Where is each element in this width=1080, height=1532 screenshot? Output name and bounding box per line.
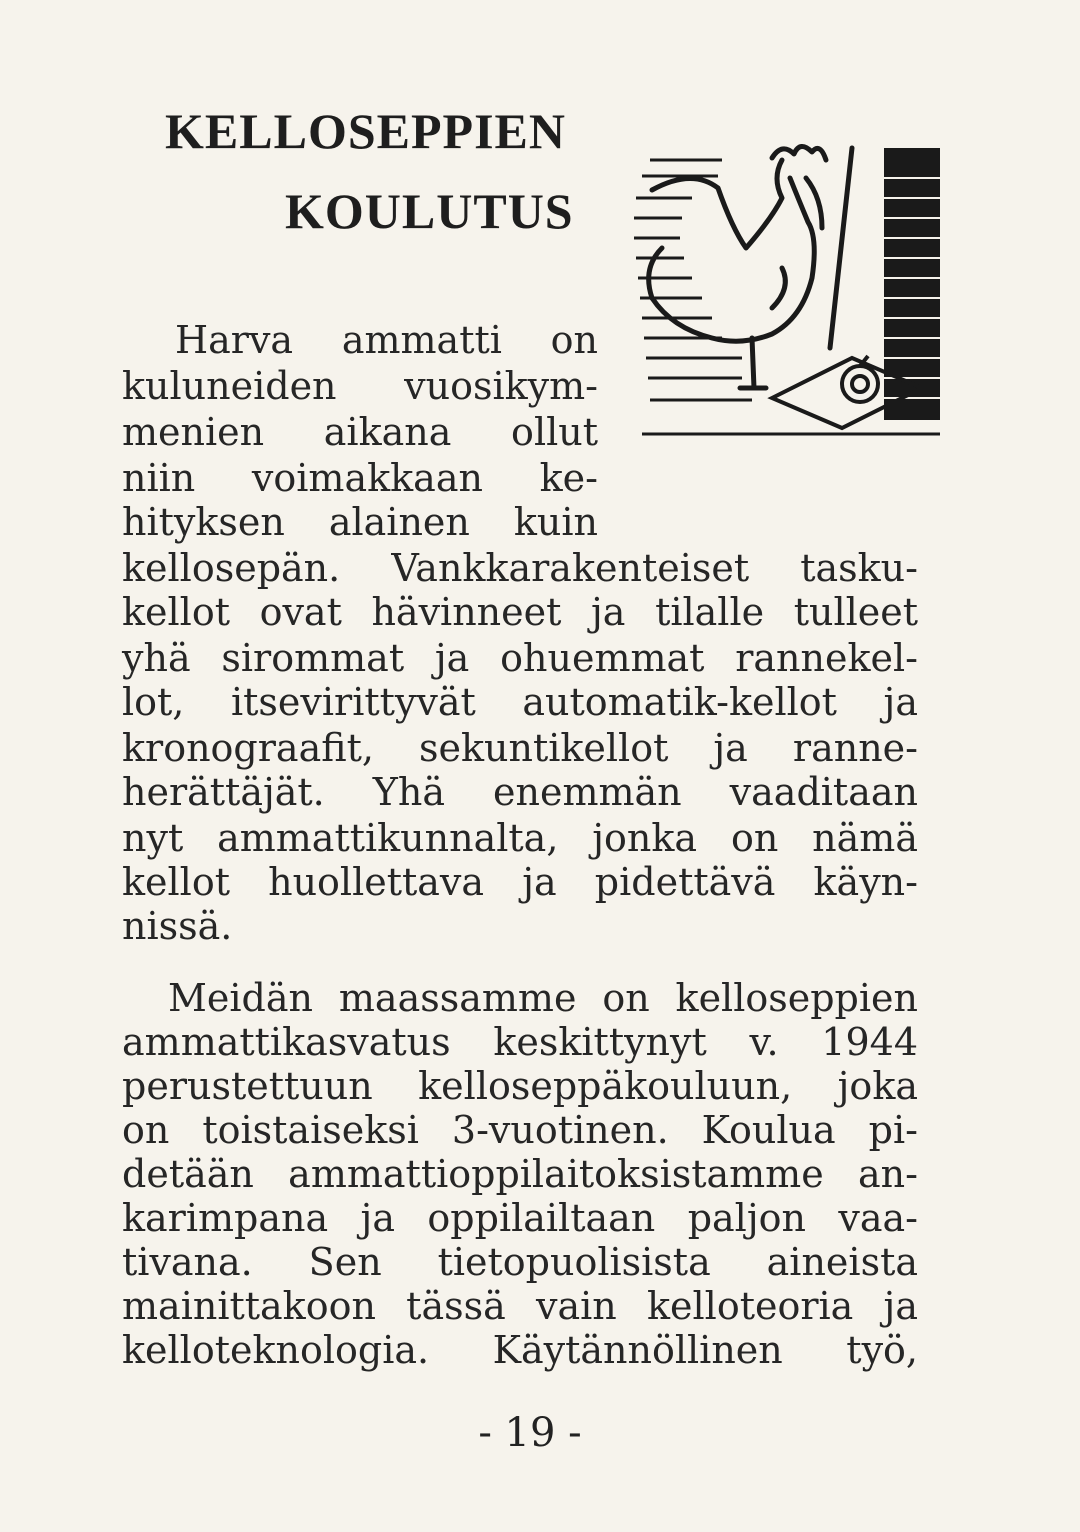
text-line: on toistaiseksi 3-vuotinen. Koulua pi- <box>122 1108 918 1152</box>
page-number: - 19 - <box>478 1410 582 1456</box>
text-line: nyt ammattikunnalta, jonka on nämä <box>122 816 918 860</box>
text-line: kuluneiden vuosikym- <box>122 364 598 408</box>
rooster-with-pocket-watch-icon <box>622 138 940 440</box>
text-line: kellot huollettava ja pidettävä käyn- <box>122 860 918 904</box>
text-line: yhä sirommat ja ohuemmat rannekel- <box>122 636 918 680</box>
text-line: karimpana ja oppilailtaan paljon vaa- <box>122 1196 918 1240</box>
text-line: mainittakoon tässä vain kelloteoria ja <box>122 1284 918 1328</box>
text-line: Harva ammatti on <box>175 318 598 362</box>
heading-line-1: KELLOSEPPIEN <box>165 103 566 159</box>
text-line: Meidän maassamme on kelloseppien <box>168 976 918 1020</box>
text-line: menien aikana ollut <box>122 410 598 454</box>
text-line: herättäjät. Yhä enemmän vaaditaan <box>122 770 918 814</box>
text-line: lot, itsevirittyvät automatik-kellot ja <box>122 680 918 724</box>
text-line: kellosepän. Vankkarakenteiset tasku- <box>122 546 918 590</box>
text-line: nissä. <box>122 904 233 948</box>
text-line: hityksen alainen kuin <box>122 500 598 544</box>
text-line: kellot ovat hävinneet ja tilalle tulleet <box>122 590 918 634</box>
text-line: tivana. Sen tietopuolisista aineista <box>122 1240 918 1284</box>
text-line: kelloteknologia. Käytännöllinen työ, <box>122 1328 918 1372</box>
text-line: niin voimakkaan ke- <box>122 456 598 500</box>
text-line: kronograafit, sekuntikellot ja ranne- <box>122 726 918 770</box>
text-line: ammattikasvatus keskittynyt v. 1944 <box>122 1020 918 1064</box>
text-line: detään ammattioppilaitoksistamme an- <box>122 1152 918 1196</box>
text-line: perustettuun kelloseppäkouluun, joka <box>122 1064 918 1108</box>
heading-line-2: KOULUTUS <box>285 183 574 239</box>
